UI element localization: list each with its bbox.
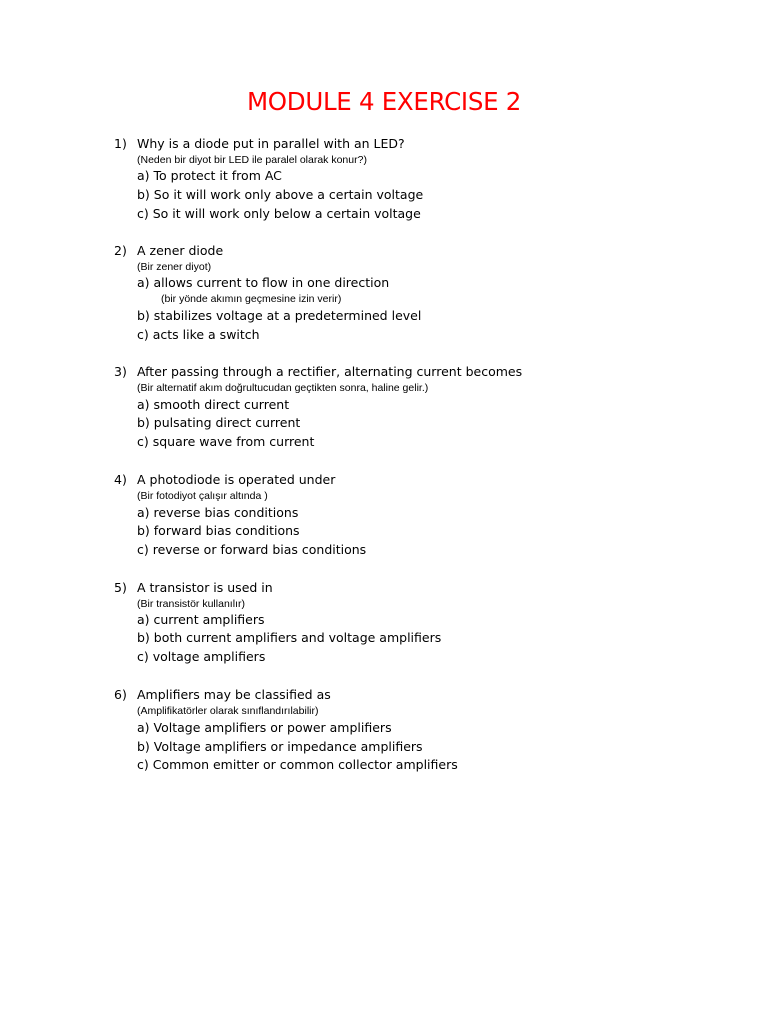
question-number: 3) (114, 364, 127, 379)
option-c: c) voltage amplifiers (137, 649, 266, 664)
question-text: A zener diode (137, 243, 224, 258)
question-number: 4) (114, 472, 127, 487)
option-a: a) smooth direct current (137, 397, 290, 412)
option-c: c) acts like a switch (137, 327, 260, 342)
question-text: A photodiode is operated under (137, 472, 336, 487)
option-c: c) So it will work only below a certain voltage (137, 206, 421, 221)
option-b: b) pulsating direct current (137, 415, 301, 430)
option-c: c) square wave from current (137, 434, 315, 449)
question-translation: (Amplifikatörler olarak sınıflandırılabilir) (137, 705, 319, 717)
option-a: a) To protect it from AC (137, 168, 282, 183)
question-number: 6) (114, 687, 127, 702)
question-translation: (Bir fotodiyot çalışır altında ) (137, 490, 268, 502)
option-c: c) Common emitter or common collector amplifiers (137, 757, 458, 772)
question-number: 2) (114, 243, 127, 258)
page-title: MODULE 4 EXERCISE 2 (246, 87, 522, 116)
question-translation: (Bir transistör kullanılır) (137, 598, 245, 610)
option-a: a) allows current to flow in one direction (137, 275, 390, 290)
option-a-translation: (bir yönde akımın geçmesine izin verir) (161, 293, 342, 305)
option-a: a) Voltage amplifiers or power amplifiers (137, 720, 392, 735)
question-text: A transistor is used in (137, 580, 273, 595)
question-text: After passing through a rectifier, alternating current becomes (137, 364, 523, 379)
question-number: 1) (114, 136, 127, 151)
question-translation: (Bir alternatif akım doğrultucudan geçtikten sonra, haline gelir.) (137, 382, 429, 394)
option-b: b) both current amplifiers and voltage amplifiers (137, 630, 442, 645)
question-text: Why is a diode put in parallel with an LED? (137, 136, 405, 151)
question-number: 5) (114, 580, 127, 595)
option-b: b) So it will work only above a certain voltage (137, 187, 424, 202)
option-b: b) forward bias conditions (137, 523, 300, 538)
option-a: a) current amplifiers (137, 612, 265, 627)
question-translation: (Neden bir diyot bir LED ile paralel olarak konur?) (137, 154, 367, 166)
option-b: b) stabilizes voltage at a predetermined level (137, 308, 422, 323)
option-b: b) Voltage amplifiers or impedance amplifiers (137, 739, 423, 754)
question-translation: (Bir zener diyot) (137, 261, 212, 273)
option-c: c) reverse or forward bias conditions (137, 542, 367, 557)
question-text: Amplifiers may be classified as (137, 687, 331, 702)
option-a: a) reverse bias conditions (137, 505, 299, 520)
